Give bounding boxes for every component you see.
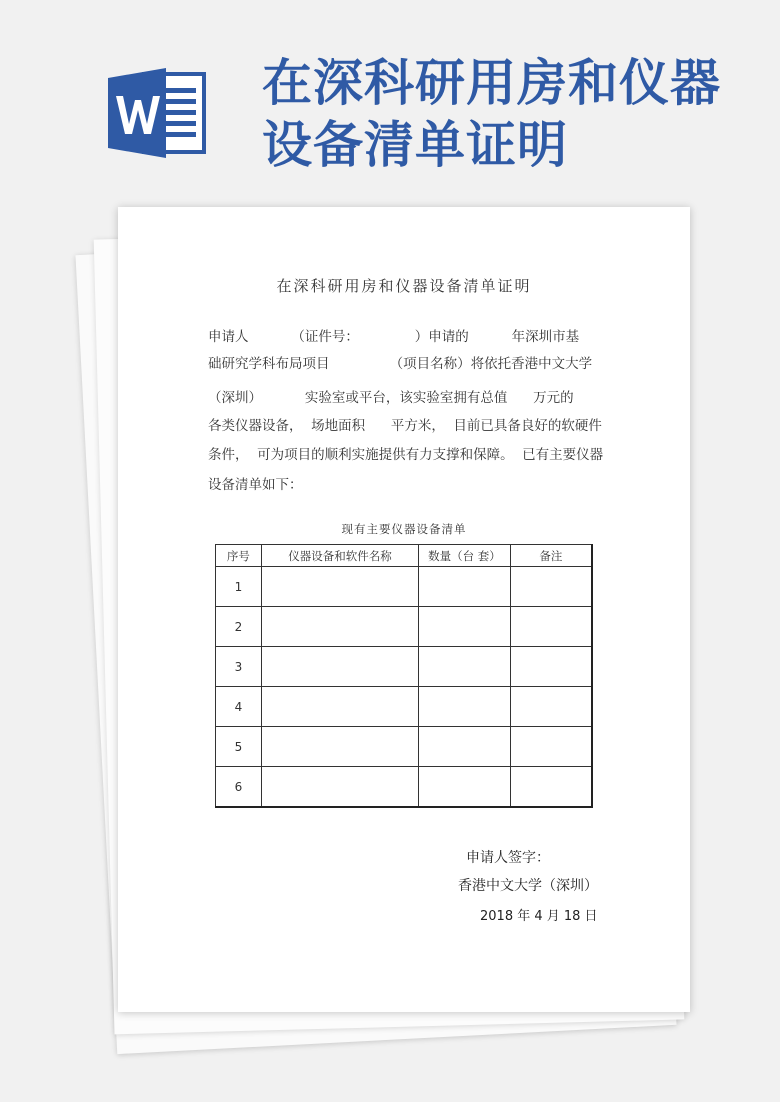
- equipment-name-cell: [261, 607, 418, 647]
- equipment-table: [215, 544, 593, 808]
- quantity-cell: [419, 767, 511, 808]
- remarks-cell: [510, 647, 592, 687]
- quantity-cell: [419, 687, 511, 727]
- table-row: [216, 767, 593, 808]
- quantity-cell: [419, 647, 511, 687]
- column-header-index: 序号: [216, 545, 262, 567]
- remarks-cell: [510, 767, 592, 808]
- row-index: 1: [216, 567, 262, 607]
- equipment-name-cell: [261, 567, 418, 607]
- quantity-cell: [419, 727, 511, 767]
- column-header-quantity: 数量（台 套）: [419, 545, 511, 567]
- word-icon: [108, 68, 208, 158]
- remarks-cell: [510, 727, 592, 767]
- institution-name: 香港中文大学（深圳）: [458, 878, 598, 894]
- quantity-cell: [419, 567, 511, 607]
- column-header-remarks: 备注: [510, 545, 592, 567]
- equipment-name-cell: [261, 687, 418, 727]
- paragraph-line: 设备清单如下：: [208, 477, 303, 493]
- quantity-cell: [419, 607, 511, 647]
- document-title: 在深科研用房和仪器设备清单证明: [276, 277, 532, 295]
- row-index: 5: [216, 727, 262, 767]
- page-title: 在深科研用房和仪器设备清单证明: [262, 54, 721, 174]
- equipment-name-cell: [261, 727, 418, 767]
- row-index: 2: [216, 607, 262, 647]
- table-row: [216, 607, 593, 647]
- paragraph-line: 申请人 （证件号： ）申请的 年深圳市基: [208, 329, 580, 345]
- equipment-name-cell: [261, 647, 418, 687]
- row-index: 6: [216, 767, 262, 808]
- row-index: 3: [216, 647, 262, 687]
- signature-date: 2018 年 4 月 18 日: [480, 909, 598, 924]
- table-caption: 现有主要仪器设备清单: [341, 522, 467, 536]
- paragraph-line: 条件， 可为项目的顺利实施提供有力支撑和保障。 已有主要仪器: [208, 447, 604, 463]
- paragraph-line: 础研究学科布局项目 （项目名称）将依托香港中文大学: [208, 356, 593, 372]
- remarks-cell: [510, 567, 592, 607]
- remarks-cell: [510, 687, 592, 727]
- document-page: [118, 207, 690, 1012]
- table-header-row: [216, 545, 593, 567]
- paragraph-line: （深圳） 实验室或平台，该实验室拥有总值 万元的: [208, 390, 574, 406]
- signature-label: 申请人签字：: [466, 850, 550, 866]
- equipment-name-cell: [261, 767, 418, 808]
- table-row: [216, 647, 593, 687]
- table-row: [216, 727, 593, 767]
- row-index: 4: [216, 687, 262, 727]
- table-row: [216, 567, 593, 607]
- remarks-cell: [510, 607, 592, 647]
- paragraph-line: 各类仪器设备， 场地面积 平方米， 目前已具备良好的软硬件: [208, 418, 602, 434]
- table-row: [216, 687, 593, 727]
- column-header-name: 仪器设备和软件名称: [261, 545, 418, 567]
